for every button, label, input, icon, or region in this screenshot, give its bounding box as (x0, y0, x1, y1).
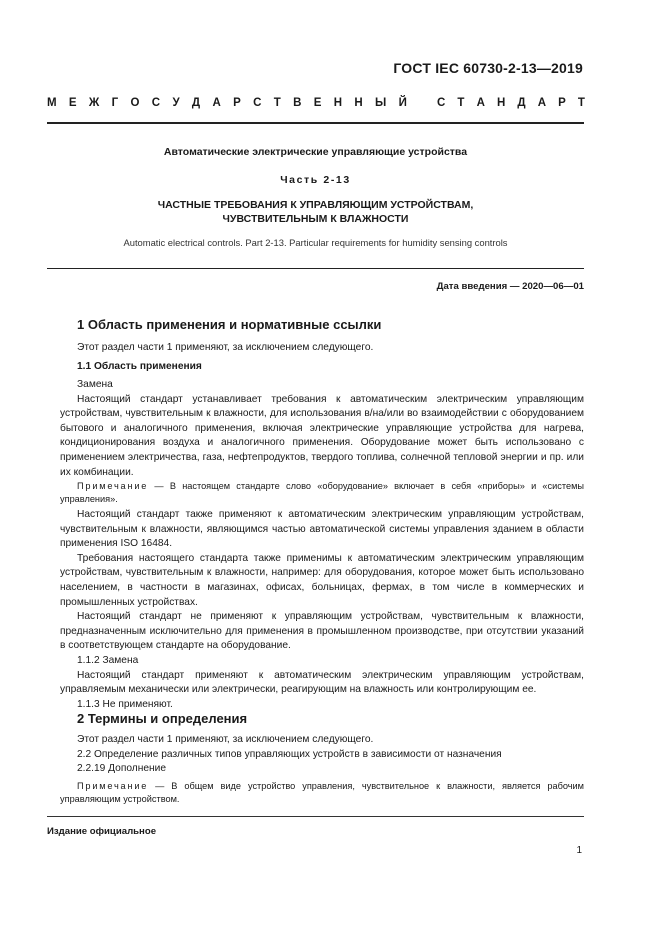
section-1-heading: 1 Область применения и нормативные ссылки (77, 317, 382, 332)
doc-part: Часть 2-13 (280, 174, 351, 186)
official-edition-label: Издание официальное (47, 826, 157, 837)
introduction-date: Дата введения — 2020—06—01 (436, 281, 584, 292)
scope-paragraph-4: Настоящий стандарт не применяют к управляющим устройствам, чувствительным к влажности, предназначенным исключительно для применения в промышленном производстве, при отсутствии указаний в соответствующем стандарте на оборудование. (60, 611, 584, 652)
section-2-heading: 2 Термины и определения (77, 711, 248, 726)
note-1-text: — В настоящем стандарте слово «оборудование» включает в себя «приборы» и «системы управления». (60, 481, 584, 504)
doc-english-title: Automatic electrical controls. Part 2-13. Particular requirements for humidity sensing controls (123, 237, 508, 248)
page-number: 1 (576, 845, 582, 856)
note-1 (60, 480, 584, 506)
clause-2-2: 2.2 Определение различных типов управляющих устройств в зависимости от назначения (77, 748, 502, 760)
doc-subtitle (47, 198, 584, 226)
doc-subtitle-line-1: ЧАСТНЫЕ ТРЕБОВАНИЯ К УПРАВЛЯЮЩИМ УСТРОЙСТВАМ, (157, 199, 474, 211)
clause-1-1-2: 1.1.2 Замена (77, 654, 139, 666)
banner-word-standard: С Т А Н Д А Р Т (437, 97, 585, 109)
section-2-intro: Этот раздел части 1 применяют, за исключением следующего. (77, 734, 374, 745)
section-1-intro: Этот раздел части 1 применяют, за исключением следующего. (77, 342, 374, 353)
scope-paragraph-2: Настоящий стандарт также применяют к автоматическим электрическим управляющим устройствам, чувствительным к влажности, являющимся частью автоматической системы управления зданием в области применения ISO 16484. (60, 509, 584, 550)
scope-paragraph-5: Настоящий стандарт применяют к автоматическим электрическим управляющим устройствам, управляемым механически или электрически, реагирующим на влажность или контролирующим ее. (60, 669, 584, 696)
note-2 (60, 780, 584, 806)
doc-title: Автоматические электрические управляющие устройства (163, 146, 468, 158)
note-2-text: — В общем виде устройство управления, чувствительное к влажности, является рабочим управляющим устройством. (60, 781, 584, 804)
doc-subtitle-line-2: ЧУВСТВИТЕЛЬНЫМ К ВЛАЖНОСТИ (222, 213, 409, 225)
top-divider (47, 122, 584, 124)
section-1-body (60, 378, 584, 480)
section-1-body-continued (60, 508, 584, 712)
note-1-label: Примечание (77, 481, 149, 491)
standard-designation: ГОСТ IEC 60730-2-13—2019 (393, 60, 583, 76)
scope-paragraph-1: Настоящий стандарт устанавливает требования к автоматическим электрическим управляющим устройствам, чувствительным к влажности, для использования в/на/или во взаимодействии с оборудованием бытового и аналогичного применения, включая электрические управляющие устройства для нагрева, кондиционирования воздуха и аналогичного применения. Оборудование может быть использовано с применением электричества, газа, нефтепродуктов, твердого топлива, солнечной тепловой энергии и пр. или их комбинации. (60, 393, 584, 478)
section-2-body (60, 733, 584, 777)
footer-divider (47, 816, 584, 817)
replace-label: Замена (77, 379, 113, 390)
title-divider (47, 268, 584, 269)
clause-1-1-3: 1.1.3 Не применяют. (77, 698, 173, 710)
banner-word-interstate: М Е Ж Г О С У Д А Р С Т В Е Н Н Ы Й (47, 97, 407, 109)
interstate-standard-banner (47, 97, 585, 109)
clause-2-2-19: 2.2.19 Дополнение (77, 763, 167, 775)
note-2-label: Примечание (77, 781, 149, 791)
scope-paragraph-3: Требования настоящего стандарта также применимы к автоматическим электрическим управляющим устройствам, чувствительным к влажности, например: для оборудования, которое может быть использовано населением, в частности в магазинах, офисах, больницах, фермах, в том числе в коммерческих и промышленных устройствах. (60, 552, 584, 608)
subsection-1-1-heading: 1.1 Область применения (77, 361, 202, 372)
